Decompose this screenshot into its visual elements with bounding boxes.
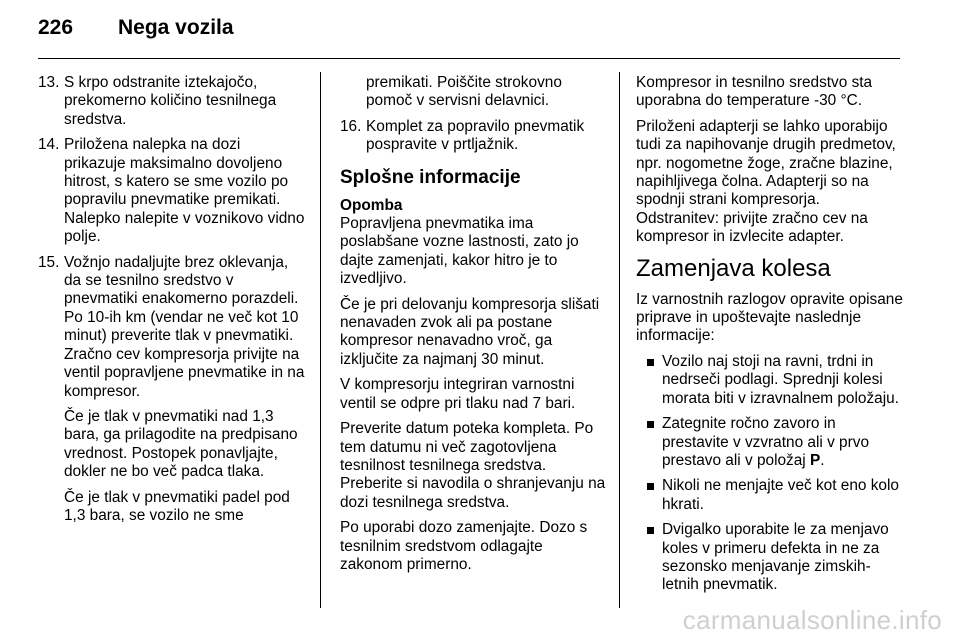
paragraph: Iz varnostnih razlogov opravite opisane priprave in upoštevajte naslednje informacije: — [636, 290, 903, 345]
paragraph: Po uporabi dozo zamenjajte. Dozo s tesnilnim sredstvom odlagajte zakonom primerno. — [340, 519, 588, 573]
bullet-square-icon — [647, 421, 654, 428]
column-divider-1 — [320, 72, 321, 608]
item-text: Komplet za popravilo pnevmatik pospravite v prtljažnik. — [366, 117, 585, 154]
column-2 — [340, 74, 608, 581]
paragraph: Kompresor in tesnilno sredstvo sta uporabna do temperature -30 °C. — [636, 74, 873, 110]
item-number: 15. — [38, 253, 60, 271]
item-number: 13. — [38, 74, 60, 91]
bullet-item — [636, 477, 906, 514]
item-text: Priložena nalepka na dozi prikazuje maksimalno dovoljeno hitrost, s katero se sme vozilo po popravilu pnevmatike premikati. Nalepko nalepite v voznikovo vidno polje. — [64, 136, 305, 246]
page-title: Nega vozila — [118, 16, 234, 39]
paragraph: V kompresorju integriran varnostni ventil se odpre pri tlaku nad 7 bari. — [340, 376, 576, 412]
item-text: S krpo odstranite iztekajočo, prekomerno količino tesnilnega sredstva. — [64, 74, 277, 128]
bullet-square-icon — [647, 527, 654, 534]
bullet-text: Zategnite ročno zavoro in prestavite v vzvratno ali v prvo prestavo ali v položaj — [662, 415, 869, 469]
header-rule — [38, 58, 900, 59]
bullet-text: Dvigalko uporabite le za menjavo koles v primeru defekta in ne za sezonsko menjavanje zimskih-letnih pnevmatik. — [662, 521, 889, 594]
bullet-text-end: . — [820, 451, 825, 469]
bullet-square-icon — [647, 359, 654, 366]
column-1 — [38, 74, 306, 532]
item-15-paragraph-2: Če je tlak v pnevmatiki nad 1,3 bara, ga prilagodite na predpisano vrednost. Postopek ponavljajte, dokler ne bo več padca tlaka. — [64, 407, 298, 481]
paragraph: Priloženi adapterji se lahko uporabijo tudi za napihovanje drugih predmetov, npr. nogometne žoge, zračne blazine, napihljivega čolna. Adapterji so na spodnji strani kompresorja. Odstranitev: privijte zračno cev na kompresor in izvlecite adapter. — [636, 117, 896, 246]
paragraph: Če je pri delovanju kompresorja slišati nenavaden zvok ali pa postane kompresor nenavadno vroč, ga izključite za najmanj 30 minut. — [340, 295, 600, 368]
bullet-text: Nikoli ne menjajte več kot eno kolo hkrati. — [662, 477, 899, 513]
list-item-13 — [38, 74, 306, 129]
bullet-text: Vozilo naj stoji na ravni, trdni in nedrseči podlagi. Sprednji kolesi morata biti v izravnalnem položaju. — [662, 352, 899, 407]
bullet-item — [636, 415, 906, 470]
column-divider-2 — [619, 72, 620, 608]
bullet-item — [636, 353, 906, 408]
page-number: 226 — [38, 16, 74, 39]
item-text: Vožnjo nadaljujte brez oklevanja, da se tesnilno sredstvo v pnevmatiki enakomerno porazdeli. Po 10-ih km (vendar ne več kot 10 minut) preverite tlak v pnevmatiki. Zračno cev kompresorja privijte na ventil popravljene pnevmatike in na kompresor. — [64, 253, 305, 400]
item-15-continuation: premikati. Poiščite strokovno pomoč v servisni delavnici. — [366, 74, 562, 110]
bullet-square-icon — [647, 483, 654, 490]
watermark: carmanualsonline.info — [682, 605, 942, 635]
list-item-14 — [38, 136, 306, 246]
bullet-bold-text: P — [810, 451, 821, 469]
section-heading-wheel-change: Zamenjava kolesa — [636, 254, 831, 282]
bullet-item — [636, 521, 906, 595]
item-15-paragraph-3: Če je tlak v pnevmatiki padel pod 1,3 bara, se vozilo ne sme — [64, 488, 290, 524]
paragraph: Preverite datum poteka kompleta. Po tem datumu ni več zagotovljena tesnilnost tesnilnega sredstva. Preberite si navodila o shranjevanju na dozi tesnilnega sredstva. — [340, 420, 606, 511]
item-number: 16. — [340, 117, 362, 135]
item-number: 14. — [38, 136, 60, 154]
list-item-15 — [38, 254, 306, 401]
column-3 — [636, 74, 906, 602]
paragraph: Popravljena pnevmatika ima poslabšane vozne lastnosti, zato jo dajte zamenjati, kakor hitro je to izvedljivo. — [340, 215, 579, 288]
list-item-16 — [340, 118, 608, 155]
note-label: Opomba — [340, 196, 403, 214]
section-heading-general: Splošne informacije — [340, 166, 521, 188]
